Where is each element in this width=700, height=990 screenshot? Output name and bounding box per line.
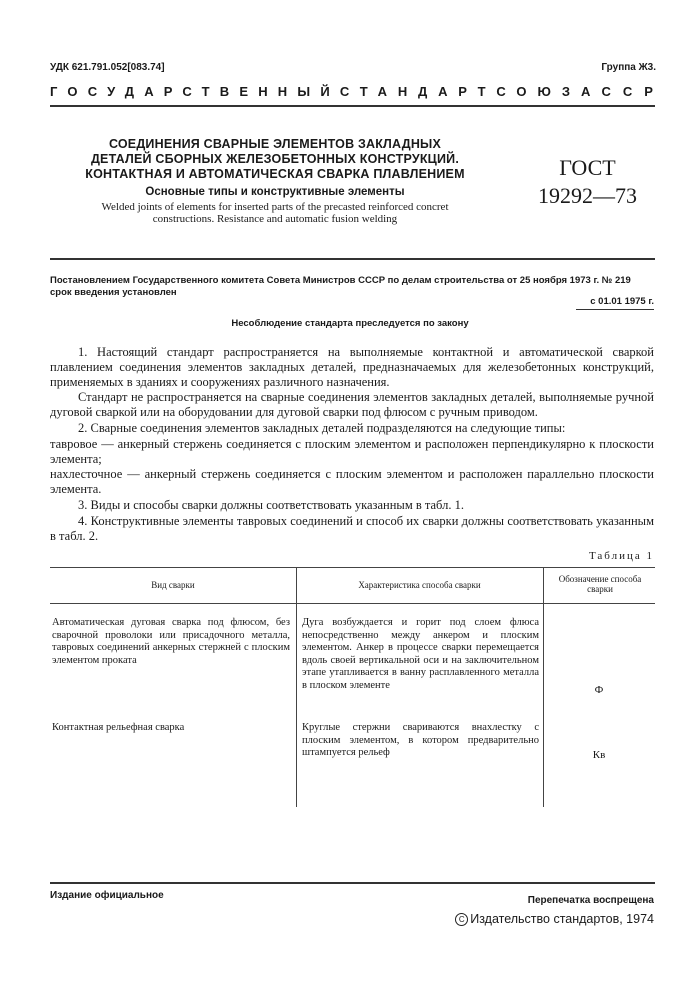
table-caption: Таблица 1	[588, 550, 654, 562]
paragraph: нахлесточное — анкерный стержень соединяется с плоским элементом и расположен параллельно плоскости элемента.	[50, 467, 654, 497]
header-rule	[50, 105, 655, 107]
paragraph: 1. Настоящий стандарт распространяется на выполняемые контактной и автоматической сваркой плавлением соединения элементов закладных деталей, предназначаемых для железобетонных конструкций, применяемых в зданиях и сооружениях различного назначения.	[50, 345, 654, 389]
banner-word: ГОСУДАРСТВЕННЫЙ	[50, 84, 340, 99]
title-block	[80, 137, 470, 225]
banner-word: ССР	[601, 84, 665, 99]
decree-text: Постановлением Государственного комитета Совета Министров СССР по делам строительства от 25 ноября 1973 г. № 219 срок введения установлен	[50, 275, 631, 298]
udk-code: УДК 621.791.052[083.74]	[50, 62, 165, 73]
paragraph: Стандарт не распространяется на сварные соединения элементов закладных деталей, выполняемые ручной дуговой сваркой или на оборудовании для дуговой сварки под флюсом с ручным приводом.	[50, 390, 654, 420]
paragraph: 4. Конструктивные элементы тавровых соединений и способ их сварки должны соответствовать указанным в табл. 2.	[50, 513, 654, 543]
group-code: Группа Ж3.	[601, 62, 656, 73]
header-cell: Вид сварки	[151, 580, 195, 590]
gost-designation	[525, 154, 650, 210]
table-1	[50, 567, 655, 807]
publisher-text: Издательство стандартов, 1974	[470, 912, 654, 926]
gost-number: 19292—73	[538, 183, 637, 208]
publisher-line	[455, 912, 654, 926]
effective-date: с 01.01 1975 г.	[590, 296, 654, 307]
header-cell: Характеристика способа сварки	[358, 580, 481, 590]
paragraph: 2. Сварные соединения элементов закладных деталей подразделяются на следующие типы:	[78, 420, 566, 435]
effective-rule	[576, 309, 654, 310]
header-cell: Обозначение способа сварки	[558, 574, 642, 594]
title-rule	[50, 258, 655, 260]
law-notice: Несоблюдение стандарта преследуется по закону	[231, 318, 469, 329]
reprint-note: Перепечатка воспрещена	[527, 895, 654, 906]
banner-word: СОЮЗА	[496, 84, 602, 99]
table-cell: Автоматическая дуговая сварка под флюсом, без сварочной проволоки или присадочного металла, тавровых соединений анкерных стержней с плоским элементом проката	[52, 617, 290, 666]
paragraph: 3. Виды и способы сварки должны соответствовать указанным в табл. 1.	[78, 497, 464, 512]
footer-rule	[50, 882, 655, 884]
gost-label: ГОСТ	[559, 155, 616, 180]
edition-note: Издание официальное	[50, 890, 164, 901]
table-cell: Круглые стержни свариваются внахлестку с плоским элементом, в котором предварительно штампуется рельеф	[302, 722, 539, 759]
table-cell: Контактная рельефная сварка	[52, 722, 185, 733]
table-cell: Дуга возбуждается и горит под слоем флюса непосредственно между анкером и плоским элементом. Анкер в процессе сварки перемещается вдоль своей вертикальной оси и на заключительном этапе утапливается в ванну расплавленного металла в плоском элементе	[302, 617, 539, 691]
subtitle-ru: Основные типы и конструктивные элементы	[145, 186, 405, 198]
title-en: Welded joints of elements for inserted parts of the precasted reinforced concret constructions. Resistance and automatic fusion welding	[101, 201, 449, 225]
table-cell: Ф	[594, 684, 604, 696]
title-ru: СОЕДИНЕНИЯ СВАРНЫЕ ЭЛЕМЕНТОВ ЗАКЛАДНЫХ ДЕТАЛЕЙ СБОРНЫХ ЖЕЛЕЗОБЕТОННЫХ КОНСТРУКЦИЙ. КОНТАКТНАЯ И АВТОМАТИЧЕСКАЯ СВАРКА ПЛАВЛЕНИЕМ	[85, 137, 465, 181]
table-top-rule	[50, 567, 655, 568]
body-text	[50, 345, 654, 544]
standard-banner	[50, 84, 665, 99]
table-header-rule	[50, 603, 655, 604]
paragraph: тавровое — анкерный стержень соединяется с плоским элементом и расположен перпендикулярно к плоскости элемента;	[50, 436, 654, 466]
table-cell: Кв	[592, 749, 606, 761]
copyright-icon: C	[455, 913, 468, 926]
column-divider	[296, 567, 297, 807]
banner-word: СТАНДАРТ	[339, 84, 497, 99]
